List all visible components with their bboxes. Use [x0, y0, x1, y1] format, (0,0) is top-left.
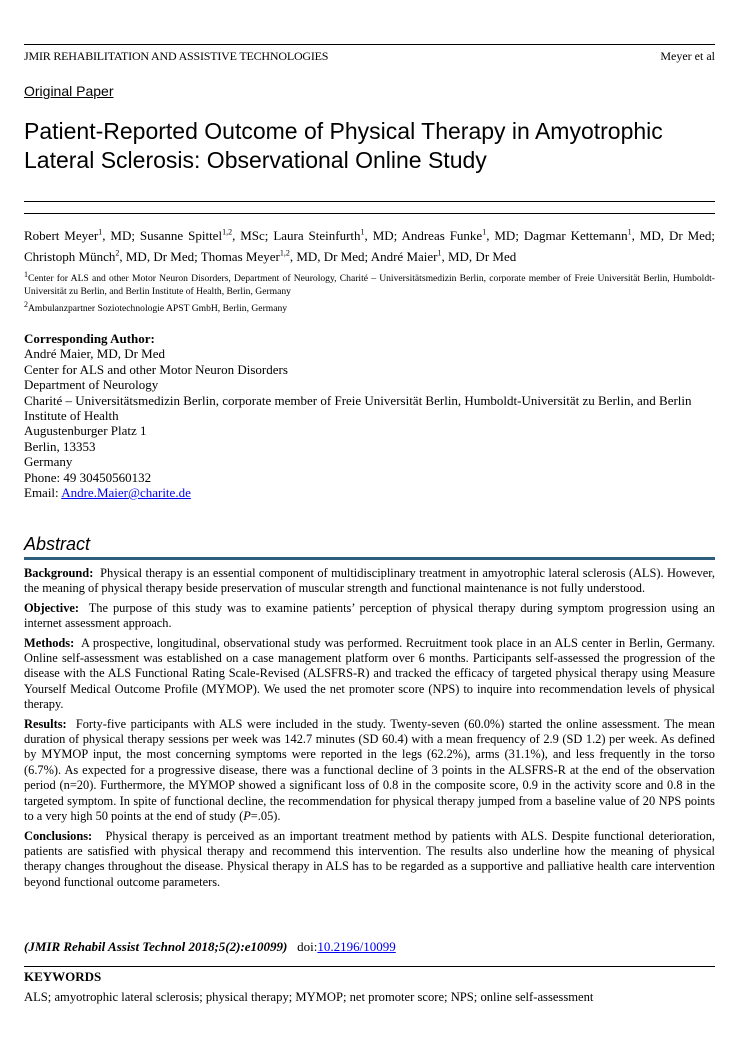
affiliation-1: $^1$Center for ALS and other Motor Neuron Disorders, Department of Neurology, Charité – Universitätsmedizin Berlin, corporate member of Freie Universität Berlin, Humboldt-Universität zu Berlin, and Berlin Institute of Health, Berlin, Germany — [24, 269, 715, 297]
doi-link[interactable]: 10.2196/10099 — [317, 939, 396, 954]
corresponding-line: Charité – Universitätsmedizin Berlin, corporate member of Freie Universität Berlin, Humboldt-Universität zu Berlin, and Berlin Institute of Health — [24, 392, 692, 424]
author: Thomas Meyer$^{1,2}$, MD, Dr Med; — [200, 248, 371, 264]
abstract-background: Background: Physical therapy is an essential component of multidisciplinary treatment in amyotrophic lateral sclerosis (ALS). However, the meaning of physical therapy beside preservation of muscular strength and functional maintenance is not fully understood. — [24, 566, 715, 596]
corresponding-line: Germany — [24, 454, 73, 470]
keywords-list: ALS; amyotrophic lateral sclerosis; physical therapy; MYMOP; net promoter score; NPS; online self-assessment — [24, 990, 594, 1004]
author: Christoph Münch$^2$, MD, Dr Med; — [24, 248, 201, 264]
email-line: Email: Andre.Maier@charite.de — [24, 485, 191, 501]
author-list — [24, 225, 715, 267]
corresponding-line: André Maier, MD, Dr Med — [24, 346, 166, 362]
keywords-rule — [24, 966, 715, 967]
author: Robert Meyer$^1$, MD; — [24, 227, 140, 243]
author: Susanne Spittel$^{1,2}$, MSc; — [139, 227, 274, 243]
paper-title — [24, 117, 715, 175]
abstract-body — [24, 566, 715, 894]
author: André Maier$^1$, MD, Dr Med — [370, 248, 517, 264]
header-rule — [24, 44, 715, 45]
corresponding-author — [24, 331, 715, 500]
abstract-methods: Methods: A prospective, longitudinal, observational study was performed. Recruitment took place in an ALS center in Berlin, Germany. Online self-assessment was established on a case management platform over 6 months. Participants self-assessed the progression of the disease with the ALS Functional Rating Scale-Revised (ALSFRS-R) and tracked the efficacy of targeted physical therapy using Measure Yourself Medical Outcome Profile (MYMOP). We used the net promoter score (NPS) to inquire into recommendation levels of physical therapy. — [24, 635, 715, 712]
title-line-2: Lateral Sclerosis: Observational Online Study — [24, 147, 487, 173]
title-rule-bottom — [24, 213, 715, 214]
title-rule-top — [24, 201, 715, 202]
corresponding-line: Berlin, 13353 — [24, 438, 96, 454]
abstract-results: Results: Forty-five participants with ALS were included in the study. Twenty-seven (60.0%) started the online assessment. The mean duration of physical therapy sessions per week was 142.7 minutes (SD 60.4) with a mean frequency of 2.9 (SD 1.2) per week. As defined by MYMOP input, the most concerning symptoms were reported in the legs (62.2%), arms (31.1%), and less frequently in the torso (6.7%). As expected for a progressive disease, there was a functional decline of 3 points in the ALSFRS-R at the end of the observation period (n=20). Furthermore, the MYMOP showed a significant loss of 0.8 in the composite score, 0.9 in the activity score and 0.8 in the targeted symptom. In spite of functional decline, the recommendation for physical therapy jumped from a baseline value of 20 NPS points to a very high 50 points at the end of study (P=.05). — [24, 716, 715, 824]
email-link[interactable]: Andre.Maier@charite.de — [61, 485, 191, 501]
abstract-heading: Abstract — [24, 534, 91, 554]
title-line-1: Patient-Reported Outcome of Physical Therapy in Amyotrophic — [24, 118, 663, 144]
keywords-heading: KEYWORDS — [24, 969, 102, 984]
abstract-rule — [24, 557, 715, 560]
running-author: Meyer et al — [660, 49, 715, 63]
affiliation-2: $^2$Ambulanzpartner Soziotechnologie APST GmbH, Berlin, Germany — [24, 299, 288, 314]
author: Dagmar Kettemann$^1$, MD, Dr Med; — [523, 227, 716, 243]
journal-name: JMIR REHABILITATION AND ASSISTIVE TECHNOLOGIES — [24, 49, 329, 63]
author: Andreas Funke$^1$, MD; — [401, 227, 524, 243]
corresponding-line: Department of Neurology — [24, 377, 159, 393]
abstract-objective: Objective: The purpose of this study was to examine patients’ perception of physical therapy during symptom progression using an internet assessment approach. — [24, 600, 715, 631]
corresponding-line: Phone: 49 30450560132 — [24, 469, 152, 485]
corresponding-line: Augustenburger Platz 1 — [24, 423, 147, 439]
corresponding-heading: Corresponding Author: — [24, 331, 155, 346]
corresponding-line: Center for ALS and other Motor Neuron Disorders — [24, 361, 288, 377]
paper-type: Original Paper — [24, 83, 114, 99]
abstract-conclusions: Conclusions: Physical therapy is perceived as an important treatment method by patients with ALS. Despite functional deterioration, patients are satisfied with physical therapy and recommend this intervention. The results also underline how the meaning of physical therapy changes throughout the disease. Physical therapy in ALS has to be regarded as a supportive and palliative health care intervention beyond functional outcome parameters. — [24, 828, 715, 889]
citation: (JMIR Rehabil Assist Technol 2018;5(2):e10099) doi:10.2196/10099 — [24, 939, 396, 954]
author: Laura Steinfurth$^1$, MD; — [273, 227, 402, 243]
